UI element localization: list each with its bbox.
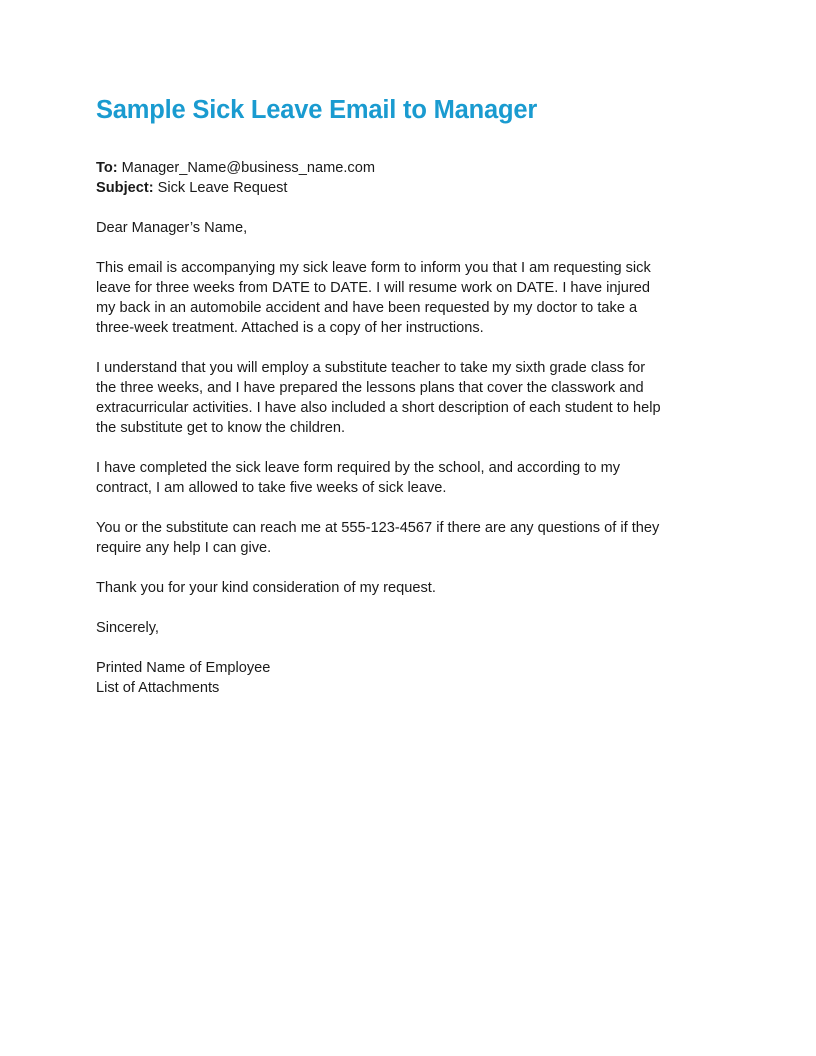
to-label: To:: [96, 160, 118, 176]
paragraph-1-line: my back in an automobile accident and have been requested by my doctor to take a: [96, 300, 638, 316]
paragraph-1-line: This email is accompanying my sick leave form to inform you that I am requesting sick: [96, 260, 651, 276]
paragraph-3-line: I have completed the sick leave form required by the school, and according to my: [96, 460, 621, 476]
closing: Sincerely,: [96, 620, 159, 636]
paragraph-2-line: I understand that you will employ a substitute teacher to take my sixth grade class for: [96, 360, 646, 376]
paragraph-2-line: the three weeks, and I have prepared the lessons plans that cover the classwork and: [96, 380, 644, 396]
attachments-line: List of Attachments: [96, 680, 220, 696]
subject-value: Sick Leave Request: [157, 180, 288, 196]
to-value: Manager_Name@business_name.com: [121, 160, 375, 176]
paragraph-2-line: the substitute get to know the children.: [96, 420, 346, 436]
document-title: Sample Sick Leave Email to Manager: [96, 96, 538, 124]
signature-block: [96, 658, 720, 698]
email-header: [96, 158, 720, 198]
paragraph-4: [96, 518, 720, 558]
paragraph-4-line: require any help I can give.: [96, 540, 272, 556]
document-page: [96, 92, 720, 698]
paragraph-2: [96, 358, 720, 438]
paragraph-1-line: leave for three weeks from DATE to DATE. I will resume work on DATE. I have injured: [96, 280, 650, 296]
email-body: [96, 198, 720, 698]
paragraph-1: [96, 258, 720, 338]
to-line: [96, 158, 720, 178]
subject-line: [96, 178, 720, 198]
signature-name: Printed Name of Employee: [96, 660, 271, 676]
paragraph-2-line: extracurricular activities. I have also included a short description of each student to help: [96, 400, 661, 416]
paragraph-3: [96, 458, 720, 498]
paragraph-1-line: three-week treatment. Attached is a copy of her instructions.: [96, 320, 484, 336]
salutation: Dear Manager’s Name,: [96, 220, 248, 236]
paragraph-3-line: contract, I am allowed to take five weeks of sick leave.: [96, 480, 447, 496]
subject-label: Subject:: [96, 180, 154, 196]
paragraph-5: Thank you for your kind consideration of my request.: [96, 580, 436, 596]
paragraph-4-line: You or the substitute can reach me at 555-123-4567 if there are any questions of if they: [96, 520, 660, 536]
